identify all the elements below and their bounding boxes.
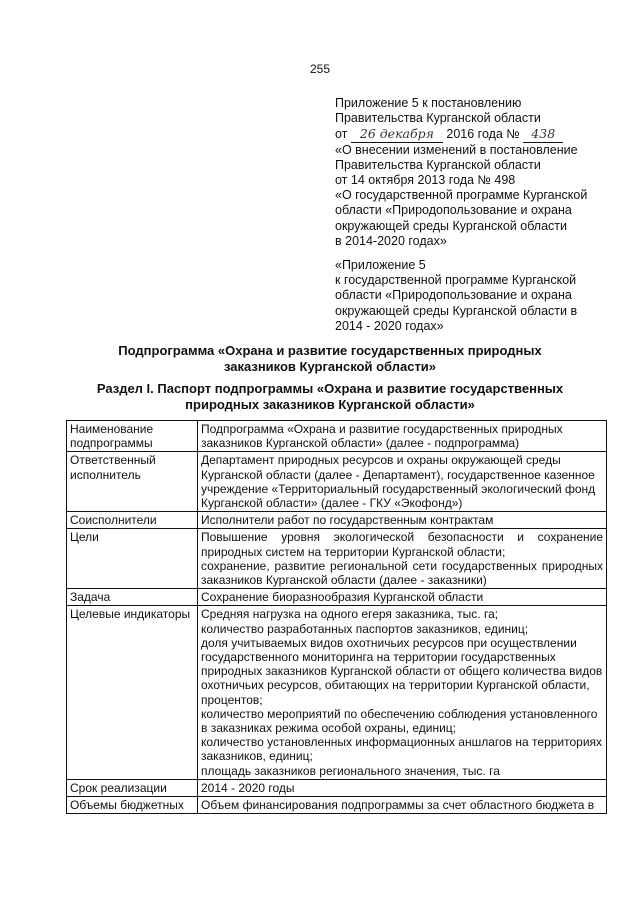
indicator-item: площадь заказников регионального значения, тыс. га: [201, 763, 500, 778]
row-label: Срок реализации: [67, 779, 198, 796]
appendix-line: области «Природопользование и охрана: [335, 203, 572, 218]
indicator-item: доля учитываемых видов охотничьих ресурсов при осуществлении государственного мониторинга на территории государственных природных заказников Курганской области от общего количества видов охотничьих ресурсов, обитающих на территории Курганской области, процентов;: [201, 635, 603, 707]
subprogram-title: [60, 343, 600, 374]
appendix-line: в 2014-2020 годах»: [335, 233, 447, 248]
row-value: 2014 - 2020 годы: [198, 779, 607, 796]
row-label: Объемы бюджетных: [67, 797, 198, 814]
title-line: заказников Курганской области»: [223, 358, 437, 374]
appendix2-line: к государственной программе Курганской: [335, 273, 577, 288]
appendix-line: Приложение 5 к постановлению: [335, 96, 522, 110]
title-line: природных заказников Курганской области»: [185, 396, 475, 412]
row-value: Исполнители работ по государственным контрактам: [198, 512, 607, 529]
indicator-item: количество разработанных паспортов заказников, единиц;: [201, 621, 529, 636]
appendix-line: Правительства Курганской области: [335, 111, 541, 126]
appendix-date-line: [335, 126, 625, 142]
appendix-header: [335, 96, 625, 249]
row-label: Наименование подпрограммы: [67, 421, 198, 452]
appendix-line: окружающей среды Курганской области: [335, 218, 567, 233]
table-row: [67, 779, 607, 796]
page-number: 255: [309, 62, 331, 76]
row-value: Департамент природных ресурсов и охраны окружающей среды Курганской области (далее - Департамент), государственное казенное учреждение «Территориальный государственный экологический фонд Курганской области» (далее - ГКУ «Экофонд»): [198, 452, 607, 512]
row-value: [198, 529, 607, 589]
row-value: [198, 606, 607, 779]
indicator-item: Средняя нагрузка на одного егеря заказника, тыс. га;: [201, 607, 499, 622]
row-label: Задача: [67, 589, 198, 606]
handwritten-date: 26 декабря: [351, 126, 443, 142]
appendix-line: Правительства Курганской области: [335, 157, 541, 172]
row-value: Объем финансирования подпрограммы за счет областного бюджета в: [198, 797, 607, 814]
row-value: Сохранение биоразнообразия Курганской области: [198, 589, 607, 606]
appendix2-line: «Приложение 5: [335, 258, 426, 272]
appendix-line: от 14 октября 2013 года № 498: [335, 173, 516, 188]
indicator-item: количество установленных информационных аншлагов на территориях заказников, единиц;: [201, 735, 603, 764]
row-label: Соисполнители: [67, 512, 198, 529]
table-row: [67, 512, 607, 529]
appendix2-line: области «Природопользование и охрана: [335, 288, 572, 303]
goal-item: сохранение, развитие региональной сети государственных природных заказников Курганской области (далее - заказники): [201, 558, 603, 588]
row-label: Ответственный исполнитель: [67, 452, 198, 512]
table-row: [67, 421, 607, 452]
from-label: от: [335, 127, 348, 142]
row-label: Целевые индикаторы: [67, 606, 198, 779]
table-row: [67, 797, 607, 814]
appendix2-line: 2014 - 2020 годах»: [335, 318, 444, 333]
appendix-5-header: [335, 258, 625, 334]
year-label: 2016 года №: [446, 127, 520, 142]
title-line: Подпрограмма «Охрана и развитие государственных природных: [118, 343, 542, 358]
table-row: [67, 452, 607, 512]
passport-table: [66, 420, 607, 814]
appendix2-line: окружающей среды Курганской области в: [335, 303, 578, 318]
row-label: Цели: [67, 529, 198, 589]
title-line: Раздел I. Паспорт подпрограммы «Охрана и развитие государственных: [96, 381, 564, 396]
section-title: [60, 381, 600, 412]
row-value: Подпрограмма «Охрана и развитие государственных природных заказников Курганской области» (далее - подпрограмма): [198, 421, 607, 452]
table-row: [67, 606, 607, 779]
goal-item: Повышение уровня экологической безопасности и сохранение природных систем на территории Курганской области;: [201, 530, 603, 559]
indicator-item: количество мероприятий по обеспечению соблюдения установленного в заказниках режима особой охраны, единиц;: [201, 706, 598, 736]
appendix-line: «О внесении изменений в постановление: [335, 142, 578, 157]
handwritten-number: 438: [523, 126, 563, 142]
table-row: [67, 529, 607, 589]
appendix-line: «О государственной программе Курганской: [335, 188, 588, 203]
table-row: [67, 589, 607, 606]
